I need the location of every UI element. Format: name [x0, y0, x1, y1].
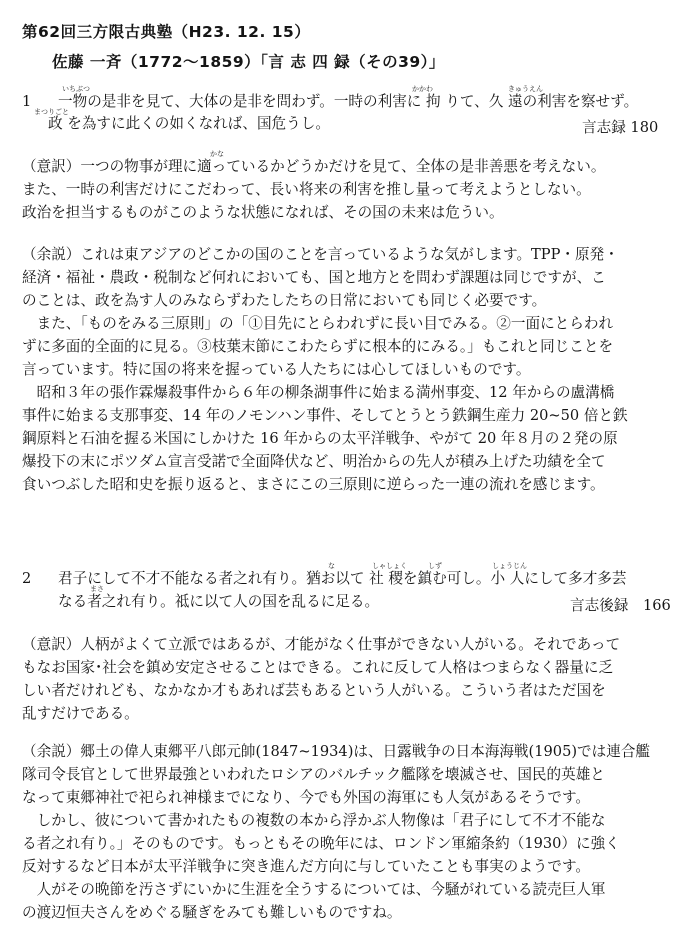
section2-commentary-line: なって東郷神社で祀られ神様までになり、今でも外国の海軍にも人気があるそうです。: [22, 789, 590, 806]
ruby-shashoku: しゃしょく: [372, 562, 407, 570]
section2-translation-line: 乱すだけである。: [22, 705, 139, 722]
section1-text-line: 政 を為すに此くの如くなれば、国危うし。: [48, 115, 330, 132]
section2-commentary-line: 反対するなど日本が太平洋戦争に突き進んだ方向に与していたことも事実のようです。: [22, 858, 590, 875]
section1-commentary-line: 食いつぶした昭和史を振り返ると、まさにこの三原則に逆らった一連の流れを感じます。: [22, 476, 605, 493]
ruby-shizu: しず: [428, 562, 442, 570]
section1-commentary-line: （余説）これは東アジアのどこかの国のことを言っているような気がします。TPP・原発・: [22, 246, 619, 263]
section2-commentary-line: る者之れ有り。」そのものです。もっともその晩年には、ロンドン軍縮条約（1930）に強く: [22, 835, 620, 852]
ruby-kana: かな: [210, 150, 224, 158]
section1-text-line: 一物の是非を見て、大体の是非を問わず。一時の利害に 拘 りて、久 遠の利害を察せず。: [58, 93, 639, 110]
ruby-kyuen: きゅうえん: [508, 85, 543, 93]
section2-commentary-line: しかし、彼について書かれたもの複数の本から浮かぶ人物像は「君子にして不才不能な: [22, 812, 606, 829]
section1-translation-line: 政治を担当するものがこのような状態になれば、その国の未来は危うい。: [22, 204, 504, 221]
section2-commentary-line: （余説）郷土の偉人東郷平八郎元帥(1847~1934)は、日露戦争の日本海海戦(1905)では連合艦: [22, 743, 651, 760]
section1-commentary-line: 爆投下の末にポツダム宣言受諾で全面降伏など、明治からの先人が積み上げた功績を全て: [22, 453, 606, 470]
section1-commentary-line: また、「ものをみる三原則」の「①目先にとらわれずに長い目でみる。②一面にとらわれ: [22, 315, 614, 332]
ruby-kakawa: かかわ: [412, 85, 433, 93]
section2-translation-line: もなお国家･社会を鎮め安定させることはできる。これに反して人格はつまらなく器量に乏: [22, 659, 614, 676]
section1-commentary-line: 事件に始まる支那事変、14 年のノモンハン事件、そしてとうとう鉄鋼生産力 20~50 倍と鉄: [22, 407, 628, 424]
ruby-na: な: [328, 562, 335, 570]
section1-commentary-line: 昭和３年の張作霖爆殺事件から６年の柳条湖事件に始まる満州事変、12 年からの盧溝橋: [22, 384, 615, 401]
section1-translation-line: また、一時の利害だけにこだわって、長い将来の利害を推し量って考えようとしない。: [22, 181, 591, 198]
document-subtitle: 佐藤 一斉（1772～1859）「言 志 四 録（その39）」: [52, 53, 445, 71]
section2-text-line: なる者之れ有り。祗に以て人の国を乱るに足る。: [58, 593, 380, 610]
section2-translation-line: （意訳）人柄がよくて立派ではあるが、才能がなく仕事ができない人がいる。それであって: [22, 636, 621, 653]
section1-commentary-line: 言っています。特に国の将来を握っている人たちには心してほしいものです。: [22, 361, 531, 378]
section1-source: 言志録 180: [582, 119, 659, 136]
section2-source: 言志後録 166: [570, 597, 671, 614]
section1-commentary-line: 鋼原料と石油を握る米国にしかけた 16 年からの太平洋戦争、やがて 20 年８月の２発の原: [22, 430, 618, 447]
ruby-ichibutsu: いちぶつ: [62, 85, 90, 93]
ruby-masa: まさ: [90, 585, 104, 593]
ruby-matsurigoto: まつりごと: [34, 108, 69, 116]
document-title: 第62回三方限古典塾（H23. 12. 15）: [22, 23, 311, 41]
section1-commentary-line: 経済・福祉・農政・税制など何れにおいても、国と地方とを問わず課題は同じですが、こ: [22, 269, 606, 286]
section2-translation-line: しい者だけれども、なかなか才もあれば芸もあるという人がいる。こういう者はただ国を: [22, 682, 606, 699]
section2-commentary-line: の渡辺恒夫さんをめぐる騒ぎをみても難しいものですね。: [22, 904, 402, 921]
section1-number: 1: [22, 93, 32, 110]
section2-commentary-line: 隊司令長官として世界最強といわれたロシアのバルチック艦隊を壊滅させ、国民的英雄と: [22, 766, 605, 783]
section2-number: 2: [22, 570, 32, 587]
section2-commentary-line: 人がその晩節を汚さずにいかに生涯を全うするについては、今騒がれている読売巨人軍: [22, 881, 606, 898]
section1-commentary-line: ずに多面的全面的に見る。③枝葉末節にこわたらずに根本的にみる。」もこれと同じことを: [22, 338, 614, 355]
section1-translation-line: （意訳）一つの物事が理に適っているかどうかだけを見て、全体の是非善悪を考えない。: [22, 158, 606, 175]
section1-commentary-line: のことは、政を為す人のみならずわたしたちの日常においても同じく必要です。: [22, 292, 547, 309]
ruby-shoujin: しょうじん: [492, 562, 527, 570]
section2-text-line: 君子にして不才不能なる者之れ有り。猶お以て 社 稷を鎮む可し。小 人にして多才多芸: [58, 570, 627, 587]
